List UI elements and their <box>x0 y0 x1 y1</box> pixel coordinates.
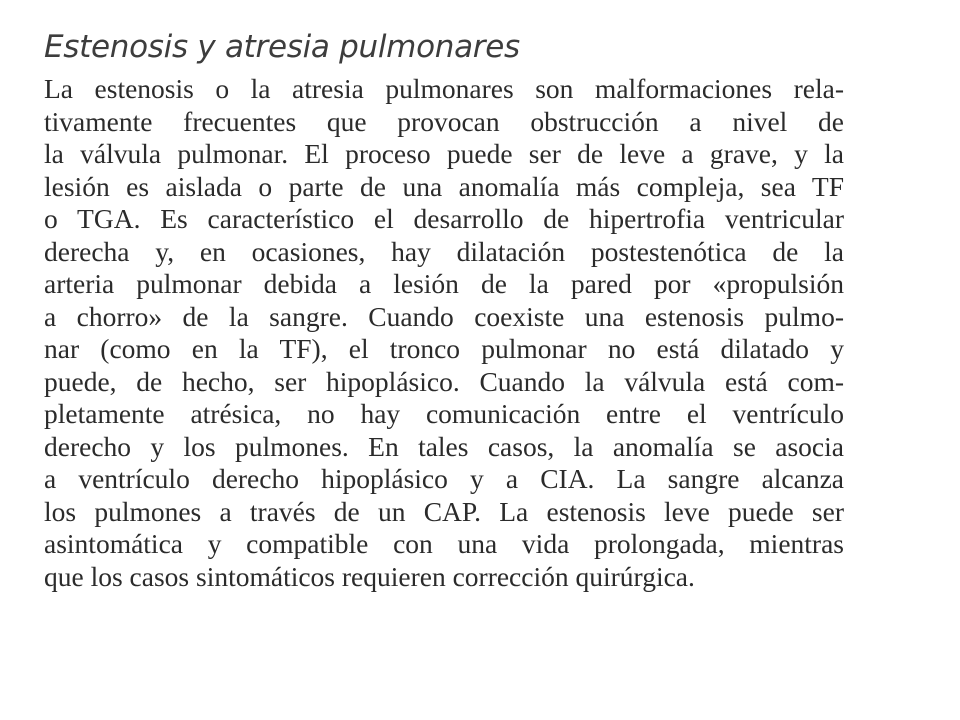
paragraph-line: derecho y los pulmones. En tales casos, la anomalía se asocia <box>44 430 844 462</box>
paragraph-line: tivamente frecuentes que provocan obstrucción a nivel de <box>44 105 844 137</box>
paragraph-line: que los casos sintomáticos requieren corrección quirúrgica. <box>44 560 695 592</box>
paragraph-line: puede, de hecho, ser hipoplásico. Cuando la válvula está com- <box>44 365 844 397</box>
paragraph-line: derecha y, en ocasiones, hay dilatación postestenótica de la <box>44 235 844 267</box>
paragraph-line: a ventrículo derecho hipoplásico y a CIA. La sangre alcanza <box>44 463 844 494</box>
paragraph-line: lesión es aislada o parte de una anomalía más compleja, sea TF <box>44 170 844 202</box>
paragraph-line: pletamente atrésica, no hay comunicación entre el ventrículo <box>44 398 844 429</box>
paragraph-line: arteria pulmonar debida a lesión de la pared por «propulsión <box>44 268 844 299</box>
paragraph-line: asintomática y compatible con una vida prolongada, mientras <box>44 528 844 559</box>
body-paragraph <box>44 73 844 593</box>
section-heading: Estenosis y atresia pulmonares <box>44 29 520 65</box>
paragraph-line: la válvula pulmonar. El proceso puede ser de leve a grave, y la <box>44 138 844 169</box>
paragraph-line: los pulmones a través de un CAP. La estenosis leve puede ser <box>44 495 844 527</box>
paragraph-line: o TGA. Es característico el desarrollo de hipertrofia ventricular <box>44 203 844 234</box>
paragraph-line: nar (como en la TF), el tronco pulmonar no está dilatado y <box>44 333 844 364</box>
paragraph-line: a chorro» de la sangre. Cuando coexiste una estenosis pulmo- <box>44 300 844 332</box>
paragraph-line: La estenosis o la atresia pulmonares son malformaciones rela- <box>44 73 844 104</box>
